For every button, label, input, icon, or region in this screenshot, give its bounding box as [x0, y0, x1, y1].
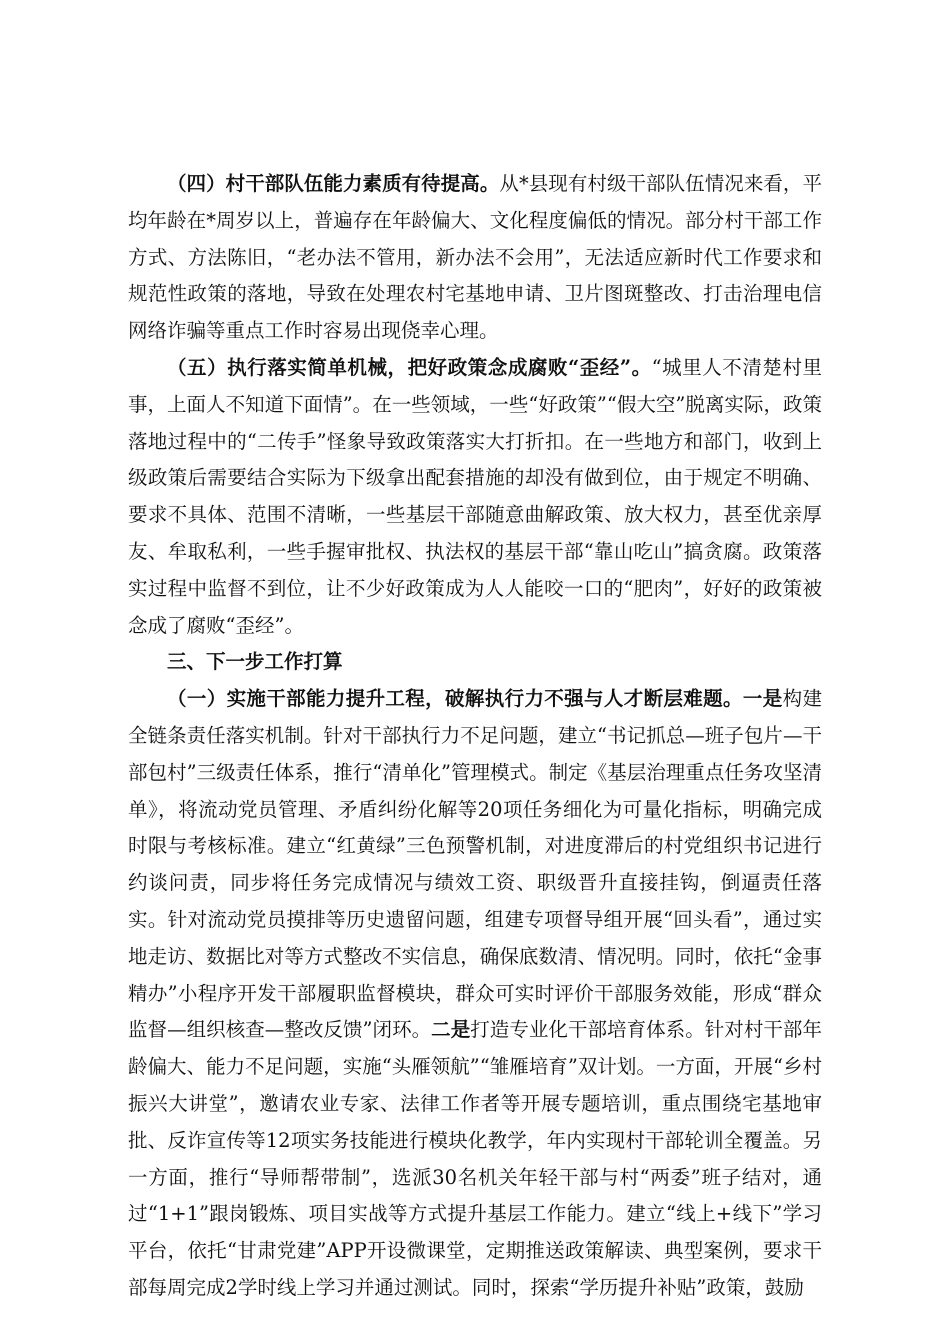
paragraph-village-cadre-quality	[128, 166, 822, 350]
first-point-marker: 一是	[742, 687, 783, 711]
second-point-body: 打造专业化干部培育体系。针对村干部年龄偏大、能力不足问题，实施“头雁领航”“雏雁培育”双计划。一方面，开展“乡村振兴大讲堂”，邀请农业专家、法律工作者等开展专题培训，重点围绕宅基地审批、反诈宣传等12项实务技能进行模块化教学，年内实现村干部轮训全覆盖。另一方面，推行“导师帮带制”，选派30名机关年轻干部与村“两委”班子结对，通过“1+1”跟岗锻炼、项目实战等方式提升基层工作能力。建立“线上+线下”学习平台，依托“甘肃党建”APP开设微课堂，定期推送政策解读、典型案例，要求干部每周完成2学时线上学习并通过测试。同时，探索“学历提升补贴”政策，鼓励	[128, 1018, 822, 1299]
paragraph-body: “城里人不清楚村里事，上面人不知道下面情”。在一些领域，一些“好政策”“假大空”脱离实际，政策落地过程中的“二传手”怪象导致政策落实大打折扣。在一些地方和部门，收到上级政策后需要结合实际为下级拿出配套措施的却没有做到位，由于规定不明确、要求不具体、范围不清晰，一些基层干部随意曲解政策、放大权力，甚至优亲厚友、牟取私利，一些手握审批权、执法权的基层干部“靠山吃山”搞贪腐。政策落实过程中监督不到位，让不少好政策成为人人能咬一口的“肥肉”，好好的政策被念成了腐败“歪经”。	[128, 355, 822, 637]
paragraph-lead: （一）实施干部能力提升工程，破解执行力不强与人才断层难题。	[167, 687, 743, 711]
second-point-marker: 二是	[431, 1018, 471, 1042]
paragraph-lead: （四）村干部队伍能力素质有待提高。	[167, 172, 500, 195]
first-point-body: 构建全链条责任落实机制。针对干部执行力不足问题，建立“书记抓总—班子包片—干部包村”三级责任体系，推行“清单化”管理模式。制定《基层治理重点任务攻坚清单》，将流动党员管理、矛盾纠纷化解等20项任务细化为可量化指标，明确完成时限与考核标准。建立“红黄绿”三色预警机制，对进度滞后的村党组织书记进行约谈问责，同步将任务完成情况与绩效工资、职级晋升直接挂钩，倒逼责任落实。针对流动党员摸排等历史遗留问题，组建专项督导组开展“回头看”，通过实地走访、数据比对等方式整改不实信息，确保底数清、情况明。同时，依托“金事精办”小程序开发干部履职监督模块，群众可实时评价干部服务效能，形成“群众监督—组织核查—整改反馈”闭环。	[128, 687, 822, 1042]
paragraph-body: 从*县现有村级干部队伍情况来看，平均年龄在*周岁以上，普遍存在年龄偏大、文化程度偏低的情况。部分村干部工作方式、方法陈旧，“老办法不管用，新办法不会用”，无法适应新时代工作要求和规范性政策的落地，导致在处理农村宅基地申请、卫片图斑整改、打击治理电信网络诈骗等重点工作时容易出现侥幸心理。	[128, 172, 822, 343]
section-heading: 三、下一步工作打算	[167, 650, 343, 674]
paragraph-cadre-capacity-project	[128, 681, 822, 1307]
paragraph-policy-implementation	[128, 350, 822, 644]
document-page	[128, 166, 822, 1307]
paragraph-lead: （五）执行落实简单机械，把好政策念成腐败“歪经”。	[167, 355, 652, 379]
